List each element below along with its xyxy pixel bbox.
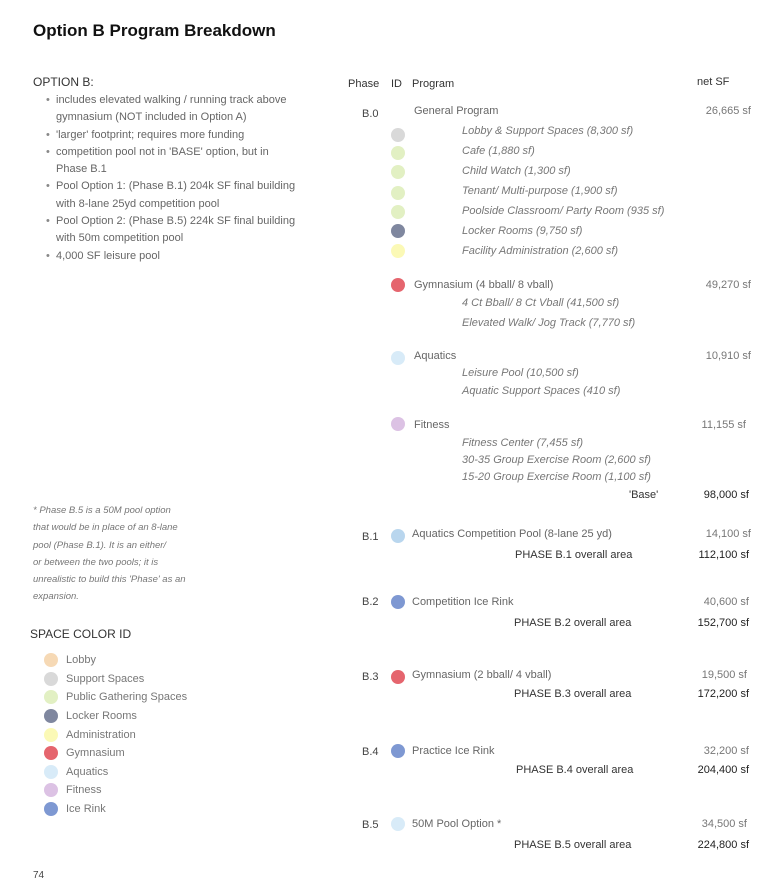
phase-label-b3: B.3 [362,671,379,683]
general-item: Cafe (1,880 sf) [462,145,535,157]
phase-label-b5: B.5 [362,819,379,831]
bullet-item: • competition pool not in 'BASE' option, but in Phase B.1 [46,144,346,179]
fitness-sub-item: Fitness Center (7,455 sf) [462,437,584,449]
page-number: 74 [33,870,45,881]
color-swatch [44,746,58,760]
phase-b3-total-value: 172,200 sf [697,688,749,700]
color-swatch [391,744,405,758]
phase-b1-program: Aquatics Competition Pool (8-lane 25 yd) [412,528,612,540]
color-swatch [391,595,405,609]
color-swatch [391,128,405,142]
gymnasium-sub-item: Elevated Walk/ Jog Track (7,770 sf) [462,317,636,329]
bullet-item: • Pool Option 2: (Phase B.5) 224k SF final building with 50m competition pool [46,213,346,248]
phase-b4-total-value: 204,400 sf [697,764,749,776]
legend-heading: SPACE COLOR ID [30,627,132,641]
color-swatch [44,709,58,723]
phase-b3-sf: 19,500 sf [701,669,747,681]
color-swatch [44,802,58,816]
phase-b3-program: Gymnasium (2 bball/ 4 vball) [412,669,552,681]
general-item: Tenant/ Multi-purpose (1,900 sf) [462,185,618,197]
general-item: Child Watch (1,300 sf) [462,165,571,177]
phase-b4-program: Practice Ice Rink [412,745,495,757]
base-total-label: 'Base' [629,489,659,501]
legend-item-public-gathering: Public Gathering Spaces [44,688,187,707]
phase-label-b0: B.0 [362,108,379,120]
bullet-item: • 4,000 SF leisure pool [46,248,346,265]
phase-label-b4: B.4 [362,746,379,758]
legend-item-gymnasium: Gymnasium [44,744,187,763]
aquatics-sf: 10,910 sf [705,350,751,362]
fitness-label: Fitness [414,419,450,431]
color-swatch [391,205,405,219]
header-net-sf: net SF [697,76,730,88]
header-id: ID [391,78,402,90]
legend-item-lobby: Lobby [44,651,187,670]
legend-item-ice-rink: Ice Rink [44,800,187,819]
color-swatch [44,690,58,704]
general-program-label: General Program [414,105,499,117]
phase-b5-program: 50M Pool Option * [412,818,502,830]
general-item: Facility Administration (2,600 sf) [462,245,619,257]
color-swatch [391,186,405,200]
phase-b4-total-label: PHASE B.4 overall area [516,764,634,776]
phase-label-b2: B.2 [362,596,379,608]
option-heading: OPTION B: [33,75,94,89]
general-program-sf: 26,665 sf [705,105,751,117]
color-swatch [391,351,405,365]
phase-b5-total-label: PHASE B.5 overall area [514,839,632,851]
space-color-legend [44,651,187,818]
phase-b2-program: Competition Ice Rink [412,596,514,608]
color-swatch [44,672,58,686]
gymnasium-sub-item: 4 Ct Bball/ 8 Ct Vball (41,500 sf) [462,297,620,309]
phase-b5-total-value: 224,800 sf [697,839,749,851]
gymnasium-label: Gymnasium (4 bball/ 8 vball) [414,279,554,291]
color-swatch [391,417,405,431]
header-program: Program [412,78,455,90]
color-swatch [391,670,405,684]
color-swatch [391,224,405,238]
phase-b2-total-value: 152,700 sf [697,617,749,629]
color-swatch [44,653,58,667]
color-swatch [391,529,405,543]
color-swatch [391,146,405,160]
page-title: Option B Program Breakdown [33,21,276,40]
phase-b5-sf: 34,500 sf [701,818,747,830]
gymnasium-sf: 49,270 sf [705,279,751,291]
phase-label-b1: B.1 [362,531,379,543]
color-swatch [391,278,405,292]
legend-item-fitness: Fitness [44,781,187,800]
phase-b1-total-label: PHASE B.1 overall area [515,549,633,561]
aquatics-sub-item: Aquatic Support Spaces (410 sf) [462,385,621,397]
legend-item-locker-rooms: Locker Rooms [44,707,187,726]
color-swatch [44,765,58,779]
phase-b1-total-value: 112,100 sf [698,549,749,561]
bullet-item: • 'larger' footprint; requires more funding [46,127,346,144]
bullet-item: • includes elevated walking / running track above gymnasium (NOT included in Option A) [46,92,346,127]
color-swatch [391,244,405,258]
color-swatch [44,783,58,797]
phase-b2-total-label: PHASE B.2 overall area [514,617,632,629]
footnote: * Phase B.5 is a 50M pool option that would be in place of an 8-lane pool (Phase B.1). It is an either/ or between the two pools; it is unrealistic to build this 'Phase' as an expansion. [33,505,186,603]
phase-b3-total-label: PHASE B.3 overall area [514,688,632,700]
aquatics-sub-item: Leisure Pool (10,500 sf) [462,367,579,379]
header-phase: Phase [348,78,380,90]
fitness-sf: 11,155 sf [701,419,746,431]
base-total-value: 98,000 sf [703,489,749,501]
color-swatch [391,165,405,179]
legend-item-support: Support Spaces [44,670,187,689]
general-item: Poolside Classroom/ Party Room (935 sf) [462,205,665,217]
general-item: Lobby & Support Spaces (8,300 sf) [462,125,634,137]
legend-item-administration: Administration [44,725,187,744]
fitness-sub-item: 15-20 Group Exercise Room (1,100 sf) [462,471,651,483]
phase-b1-sf: 14,100 sf [705,528,751,540]
fitness-sub-item: 30-35 Group Exercise Room (2,600 sf) [462,454,651,466]
color-swatch [391,817,405,831]
phase-b4-sf: 32,200 sf [703,745,749,757]
color-swatch [44,728,58,742]
legend-item-aquatics: Aquatics [44,763,187,782]
option-bullets [46,92,346,265]
phase-b2-sf: 40,600 sf [703,596,749,608]
aquatics-label: Aquatics [414,350,457,362]
bullet-item: • Pool Option 1: (Phase B.1) 204k SF final building with 8-lane 25yd competition pool [46,178,346,213]
general-item: Locker Rooms (9,750 sf) [462,225,583,237]
